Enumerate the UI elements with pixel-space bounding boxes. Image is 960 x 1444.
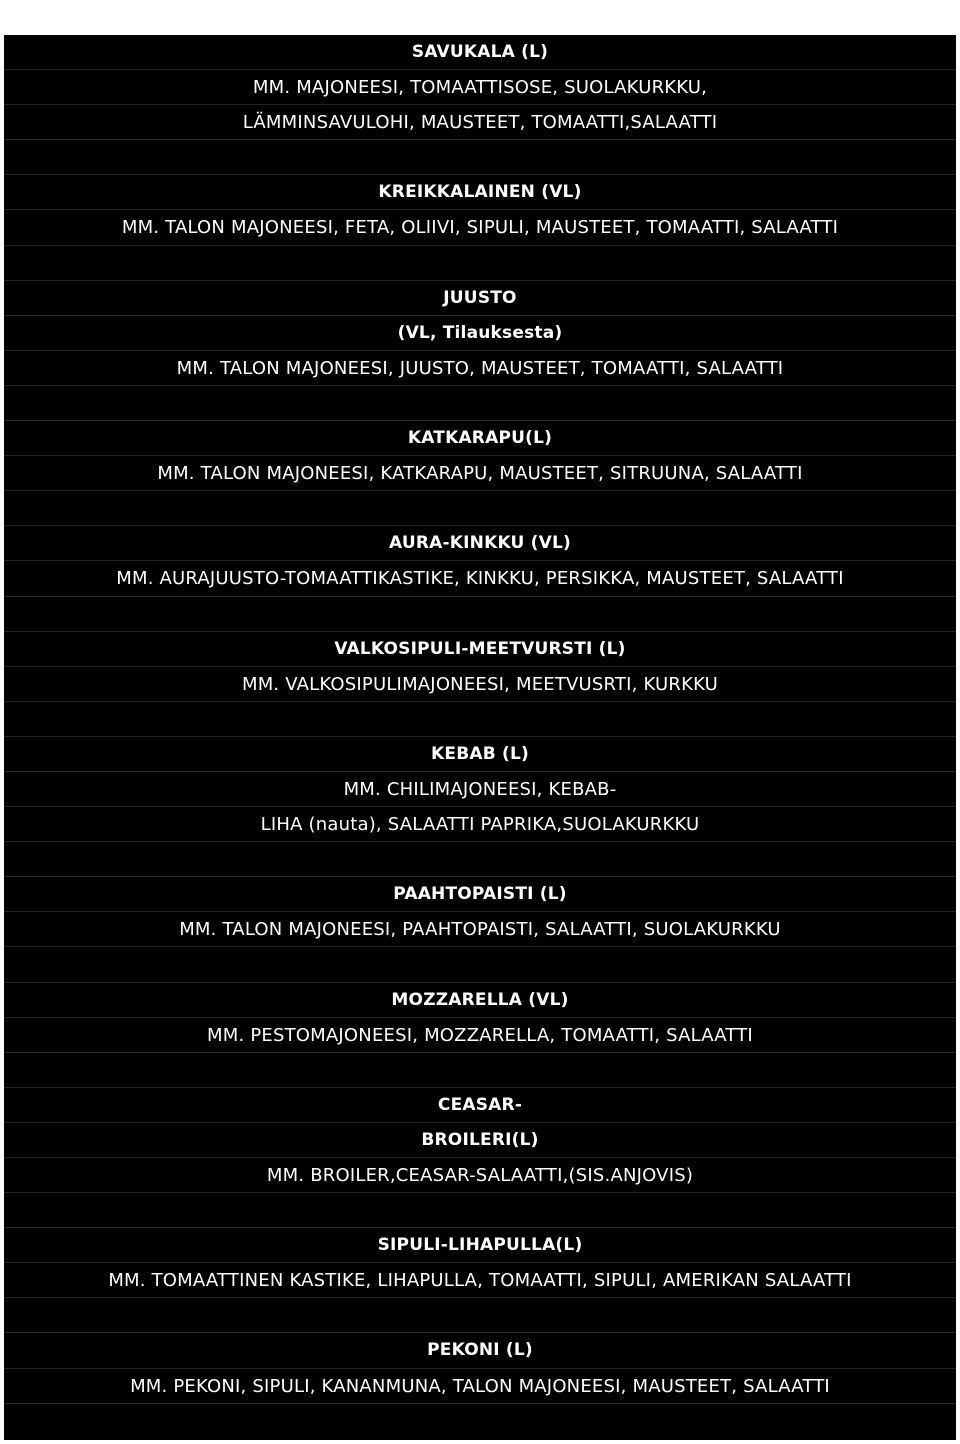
menu-item-description: MM. AURAJUUSTO-TOMAATTIKASTIKE, KINKKU, PERSIKKA, MAUSTEET, SALAATTI	[4, 561, 956, 596]
menu-item-description: MM. PESTOMAJONEESI, MOZZARELLA, TOMAATTI, SALAATTI	[4, 1018, 956, 1053]
menu-item-title: CEASAR-	[4, 1088, 956, 1123]
menu-item-title: JUUSTO	[4, 281, 956, 316]
menu-item-title: BROILERI(L)	[4, 1123, 956, 1158]
menu-item-description: LÄMMINSAVULOHI, MAUSTEET, TOMAATTI,SALAATTI	[4, 105, 956, 140]
menu-item-description: MM. TALON MAJONEESI, FETA, OLIIVI, SIPULI, MAUSTEET, TOMAATTI, SALAATTI	[4, 210, 956, 245]
menu-item-title: (VL, Tilauksesta)	[4, 316, 956, 351]
menu-spacer	[4, 842, 956, 877]
menu-item-description: MM. MAJONEESI, TOMAATTISOSE, SUOLAKURKKU,	[4, 70, 956, 105]
menu-spacer	[4, 491, 956, 526]
menu-spacer	[4, 386, 956, 421]
menu-sheet	[4, 35, 956, 1440]
menu-item-title: KEBAB (L)	[4, 737, 956, 772]
menu-item-description: MM. VALKOSIPULIMAJONEESI, MEETVUSRTI, KURKKU	[4, 667, 956, 702]
menu-list	[4, 35, 956, 1404]
menu-item-description: MM. BROILER,CEASAR-SALAATTI,(SIS.ANJOVIS)	[4, 1158, 956, 1193]
menu-spacer	[4, 1053, 956, 1088]
menu-item-title: PAAHTOPAISTI (L)	[4, 877, 956, 912]
menu-spacer	[4, 246, 956, 281]
menu-item-description: MM. TALON MAJONEESI, PAAHTOPAISTI, SALAATTI, SUOLAKURKKU	[4, 912, 956, 947]
menu-item-description: MM. CHILIMAJONEESI, KEBAB-	[4, 772, 956, 807]
menu-spacer	[4, 947, 956, 982]
menu-spacer	[4, 1193, 956, 1228]
menu-item-title: PEKONI (L)	[4, 1333, 956, 1368]
menu-spacer	[4, 1298, 956, 1333]
menu-item-title: VALKOSIPULI-MEETVURSTI (L)	[4, 632, 956, 667]
menu-item-description: MM. TALON MAJONEESI, JUUSTO, MAUSTEET, TOMAATTI, SALAATTI	[4, 351, 956, 386]
menu-spacer	[4, 140, 956, 175]
menu-spacer	[4, 702, 956, 737]
menu-item-title: KREIKKALAINEN (VL)	[4, 175, 956, 210]
menu-item-title: KATKARAPU(L)	[4, 421, 956, 456]
menu-item-description: LIHA (nauta), SALAATTI PAPRIKA,SUOLAKURKKU	[4, 807, 956, 842]
menu-item-description: MM. TOMAATTINEN KASTIKE, LIHAPULLA, TOMAATTI, SIPULI, AMERIKAN SALAATTI	[4, 1263, 956, 1298]
menu-item-title: SAVUKALA (L)	[4, 35, 956, 70]
menu-item-title: MOZZARELLA (VL)	[4, 983, 956, 1018]
menu-item-title: SIPULI-LIHAPULLA(L)	[4, 1228, 956, 1263]
menu-item-description: MM. TALON MAJONEESI, KATKARAPU, MAUSTEET, SITRUUNA, SALAATTI	[4, 456, 956, 491]
menu-spacer	[4, 597, 956, 632]
menu-item-title: AURA-KINKKU (VL)	[4, 526, 956, 561]
menu-item-description: MM. PEKONI, SIPULI, KANANMUNA, TALON MAJONEESI, MAUSTEET, SALAATTI	[4, 1369, 956, 1404]
